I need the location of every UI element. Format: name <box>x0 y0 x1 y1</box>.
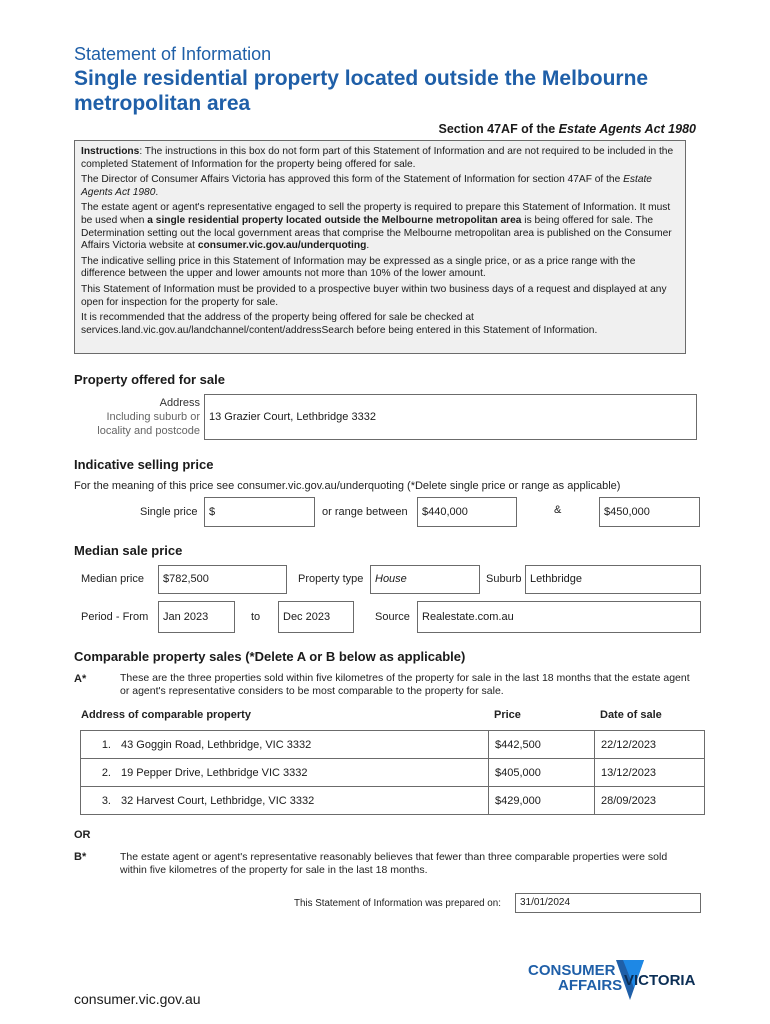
source-label: Source <box>375 611 410 623</box>
property-heading: Property offered for sale <box>74 372 225 387</box>
range-ampersand: & <box>554 504 562 516</box>
table-row <box>81 787 705 815</box>
address-label <box>74 396 200 438</box>
col-date-header: Date of sale <box>600 709 662 721</box>
col-price-header: Price <box>494 709 521 721</box>
period-from-field[interactable]: Jan 2023 <box>158 601 235 633</box>
address-label-line3: locality and postcode <box>97 425 200 437</box>
comp-address-cell[interactable] <box>81 787 489 815</box>
prepared-date-field[interactable]: 31/01/2024 <box>515 893 701 913</box>
suburb-label: Suburb <box>486 573 522 585</box>
period-to-field[interactable]: Dec 2023 <box>278 601 354 633</box>
single-price-label: Single price <box>140 506 198 518</box>
address-label-line1: Address <box>159 397 200 409</box>
range-low-field[interactable]: $440,000 <box>417 497 517 527</box>
comp-date-cell[interactable]: 13/12/2023 <box>595 759 705 787</box>
comp-price-cell[interactable]: $429,000 <box>489 787 595 815</box>
section-reference <box>439 122 696 136</box>
instructions-p3-b: is being offered for sale. The Determination setting out the local government areas that comprise the Melbourne metropolitan area is published on the Consumer Affairs Victoria website at <box>81 214 672 252</box>
median-heading: Median sale price <box>74 543 183 558</box>
comp-address: 43 Goggin Road, Lethbridge, VIC 3332 <box>121 738 312 751</box>
row-number: 3. <box>101 794 111 807</box>
section-act: Estate Agents Act 1980 <box>558 122 696 136</box>
footer-url[interactable]: consumer.vic.gov.au <box>74 991 201 1007</box>
option-a-text: These are the three properties sold within five kilometres of the property for sale in the last 18 months that the estate agent or agent's representative considers to be most comparable to the property for sale. <box>120 672 690 697</box>
suburb-field[interactable]: Lethbridge <box>525 565 701 594</box>
row-number: 2. <box>101 766 111 779</box>
instructions-p1: : The instructions in this box do not form part of this Statement of Information and are not required to be included in the completed Statement of Information for the property being offered for sale. <box>81 146 674 170</box>
indicative-heading: Indicative selling price <box>74 457 214 472</box>
comp-date-cell[interactable]: 22/12/2023 <box>595 731 705 759</box>
property-type-label: Property type <box>298 573 364 585</box>
instructions-p6: It is recommended that the address of the property being offered for sale be checked at services.land.vic.gov.au/landchannel/content/addressSearch before being entered in this Statement of Information. <box>81 312 598 336</box>
option-a-marker: A* <box>74 673 87 685</box>
address-label-line2: Including suburb or <box>106 411 200 423</box>
row-number: 1. <box>101 738 111 751</box>
comp-price-cell[interactable]: $442,500 <box>489 731 595 759</box>
logo-graphic <box>528 958 702 1004</box>
instructions-p4: The indicative selling price in this Statement of Information may be expressed as a single price, or as a price range with the difference between the upper and lower amounts not more than 10% of the lower amount. <box>81 255 636 280</box>
indicative-note: For the meaning of this price see consumer.vic.gov.au/underquoting (*Delete single price or range as applicable) <box>74 480 621 492</box>
range-label: or range between <box>322 506 408 518</box>
section-prefix: Section 47AF of the <box>438 122 559 136</box>
comp-date-cell[interactable]: 28/09/2023 <box>595 787 705 815</box>
form-subtitle: Statement of Information <box>74 44 272 64</box>
instructions-p5: This Statement of Information must be provided to a prospective buyer within two business days of a request and displayed at any open for inspection for the property for sale. <box>81 283 667 308</box>
prepared-label: This Statement of Information was prepared on: <box>294 898 501 909</box>
instructions-p3-bold: a single residential property located outside the Melbourne metropolitan area <box>147 214 522 226</box>
instructions-p2: The Director of Consumer Affairs Victoria has approved this form of the Statement of Information for section 47AF of the <box>81 174 624 186</box>
median-price-label: Median price <box>81 573 144 585</box>
underquoting-link[interactable]: consumer.vic.gov.au/underquoting <box>197 240 367 252</box>
instructions-p2-end: . <box>155 186 159 198</box>
col-address-header: Address of comparable property <box>81 709 251 721</box>
logo-text-consumer: CONSUMER <box>528 962 616 979</box>
instructions-p3: The estate agent or agent's representative engaged to sell the property is required to prepare this Statement of Information. It must be used when <box>81 202 671 226</box>
instructions-box <box>74 140 686 354</box>
comparable-heading: Comparable property sales (*Delete A or B below as applicable) <box>74 649 466 664</box>
instructions-act: Estate Agents Act 1980 <box>81 174 652 198</box>
table-row <box>81 759 705 787</box>
comp-address: 19 Pepper Drive, Lethbridge VIC 3332 <box>121 766 308 779</box>
logo-text-victoria: VICTORIA <box>624 972 696 989</box>
option-b-text: The estate agent or agent's representative reasonably believes that fewer than three comparable properties were sold within five kilometres of the property for sale in the last 18 months. <box>120 851 668 876</box>
comparable-table <box>80 730 705 815</box>
consumer-affairs-victoria-logo <box>528 958 702 1004</box>
range-high-field[interactable]: $450,000 <box>599 497 700 527</box>
logo-text-affairs: AFFAIRS <box>558 977 623 994</box>
single-price-field[interactable]: $ <box>204 497 315 527</box>
property-type-field[interactable]: House <box>370 565 480 594</box>
or-label: OR <box>74 829 91 841</box>
median-price-field[interactable]: $782,500 <box>158 565 287 594</box>
address-field[interactable]: 13 Grazier Court, Lethbridge 3332 <box>204 394 697 440</box>
comp-address-cell[interactable] <box>81 731 489 759</box>
instructions-label: Instructions <box>81 146 140 157</box>
source-field[interactable]: Realestate.com.au <box>417 601 701 633</box>
option-b-marker: B* <box>74 851 87 863</box>
comp-price-cell[interactable]: $405,000 <box>489 759 595 787</box>
instructions-p3-end: . <box>366 240 370 252</box>
table-row <box>81 731 705 759</box>
comp-address-cell[interactable] <box>81 759 489 787</box>
form-title: Single residential property located outside the Melbourne metropolitan area <box>74 67 649 115</box>
period-from-label: Period - From <box>81 611 149 623</box>
period-to-label: to <box>251 611 261 623</box>
comp-address: 32 Harvest Court, Lethbridge, VIC 3332 <box>121 794 315 807</box>
